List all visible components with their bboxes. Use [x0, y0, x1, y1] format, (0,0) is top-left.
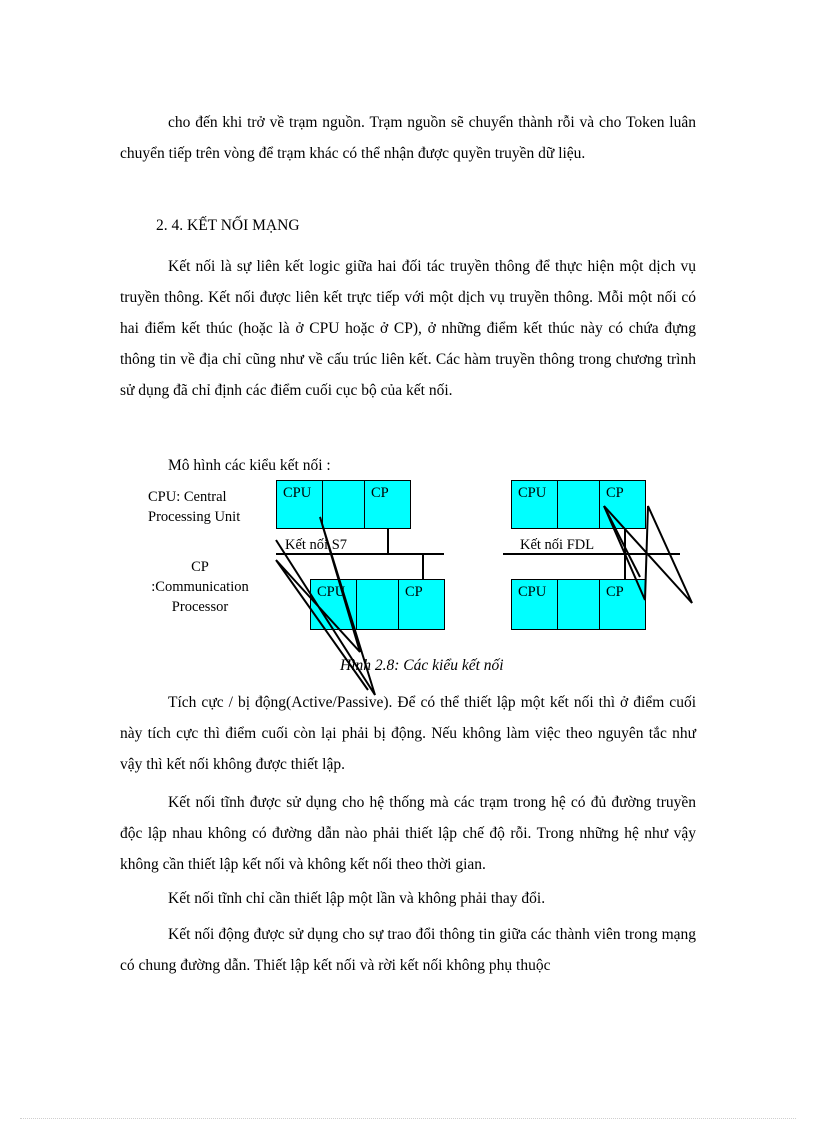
- cp-cell: CP: [606, 485, 624, 501]
- cpu-cell: CPU: [512, 580, 558, 629]
- fdl-connection-line-2: [604, 506, 640, 577]
- paragraph-dynamic-connection: Kết nối động được sử dụng cho sự trao đổi thông tin giữa các thành viên trong mạng có chung đường dẫn. Thiết lập kết nối và rời kết nối không phụ thuộc: [120, 926, 696, 974]
- cp-cell: CP: [606, 584, 624, 600]
- cp-cell: CP: [371, 485, 389, 501]
- bus-label-s7: Kết nối S7: [285, 537, 348, 553]
- figure-caption: Hình 2.8: Các kiểu kết nối: [340, 657, 504, 674]
- paragraph-token: cho đến khi trở về trạm nguồn. Trạm nguồn sẽ chuyển thành rỗi và cho Token luân chuyển tiếp trên vòng để trạm khác có thể nhận được quyền truyền dữ liệu.: [120, 114, 696, 162]
- label-cpu-line1: CPU: Central: [148, 489, 227, 505]
- diagram-intro: Mô hình các kiểu kết nối :: [168, 457, 331, 474]
- paragraph-static-once: Kết nối tĩnh chỉ cần thiết lập một lần và không phải thay đổi.: [168, 890, 546, 907]
- cpu-cell: CPU: [277, 481, 323, 528]
- cpu-cell: CPU: [512, 481, 558, 528]
- label-cp-line2: :Communication: [151, 579, 249, 595]
- label-cp-line1: CP: [191, 559, 209, 575]
- label-cpu-line2: Processing Unit: [148, 509, 241, 525]
- bus-label-fdl: Kết nối FDL: [520, 537, 595, 553]
- paragraph-connection-definition: Kết nối là sự liên kết logic giữa hai đối tác truyền thông để thực hiện một dịch vụ truyền thông. Kết nối được liên kết trực tiếp với một dịch vụ truyền thông. Mỗi một nối có hai điểm kết thúc (hoặc là ở CPU hoặc ở CP), ở những điểm kết thúc này có chứa đựng thông tin về địa chỉ cũng như về cấu trúc liên kết. Các hàm truyền thông trong chương trình sử dụng đã chỉ định các điểm cuối cục bộ của kết nối.: [120, 258, 696, 399]
- cp-cell: CP: [405, 584, 423, 600]
- paragraph-active-passive: Tích cực / bị động(Active/Passive). Để có thể thiết lập một kết nối thì ở điểm cuối này tích cực thì điểm cuối còn lại phải bị động. Nếu không làm việc theo nguyên tắc như vậy thì kết nối không được thiết lập.: [120, 694, 696, 773]
- label-cp-line3: Processor: [171, 599, 229, 615]
- fdl-connection-line: [604, 506, 692, 603]
- section-heading: 2. 4. KẾT NỐI MẠNG: [156, 217, 300, 234]
- paragraph-static-connection: Kết nối tĩnh được sử dụng cho hệ thống mà các trạm trong hệ có đủ đường truyền độc lập nhau không có đường dẫn nào phải thiết lập chế độ rỗi. Trong những hệ như vậy không cần thiết lập kết nối và không kết nối theo thời gian.: [120, 794, 696, 873]
- cpu-cell: CPU: [311, 580, 357, 629]
- page-bottom-rule: [20, 1118, 796, 1119]
